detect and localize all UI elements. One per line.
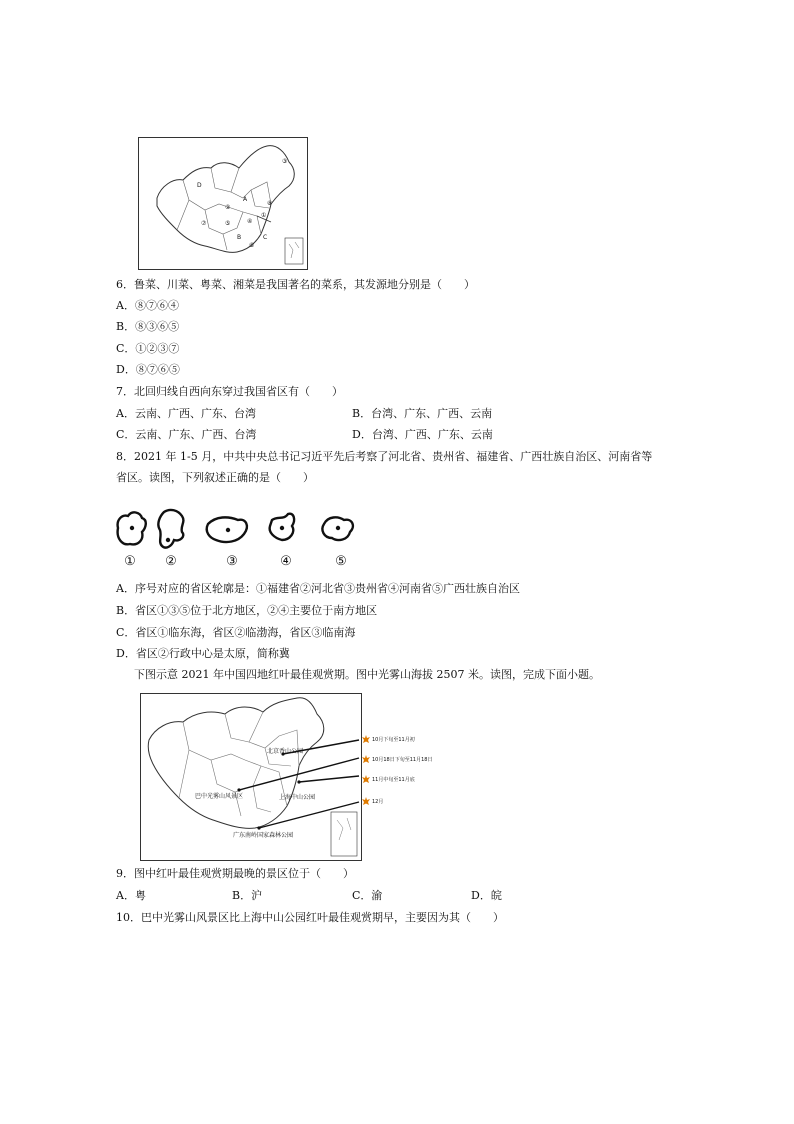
legend-text-2: 10月18日下旬至11月18日 — [372, 757, 433, 763]
red-leaf-map — [140, 693, 362, 861]
q9-option-a[interactable]: A．粤 — [116, 889, 146, 902]
maple-leaf-icon-1 — [362, 735, 370, 743]
q7-stem: 7．北回归线自西向东穿过我国省区有（ ） — [116, 385, 343, 398]
label-guangdong-nanling: 广东南岭国家森林公园 — [233, 832, 294, 839]
q8-option-c[interactable]: C．省区①临东海，省区②临渤海，省区③临南海 — [116, 626, 356, 639]
q7-option-b[interactable]: B．台湾、广东、广西、云南 — [352, 407, 493, 420]
map1-label-1: ① — [261, 212, 267, 219]
q6-stem: 6．鲁菜、川菜、粤菜、湘菜是我国著名的菜系，其发源地分别是（ ） — [116, 278, 475, 291]
shape-label-5: ⑤ — [335, 554, 347, 569]
legend-text-1: 10月下旬至11月初 — [372, 737, 415, 743]
province-shape-1 — [118, 512, 146, 544]
shape-label-3: ③ — [226, 554, 238, 569]
q10-stem: 10．巴中光雾山风景区比上海中山公园红叶最佳观赏期早，主要因为其（ ） — [116, 911, 504, 924]
maple-leaf-icon-2 — [362, 755, 370, 763]
legend-text-3: 11月中旬至11月底 — [372, 777, 415, 783]
q8-option-b[interactable]: B．省区①③⑤位于北方地区，②④主要位于南方地区 — [116, 604, 378, 617]
map1-label-3: ③ — [282, 158, 288, 165]
china-province-map — [138, 137, 308, 270]
q7-option-c[interactable]: C．云南、广东、广西、台湾 — [116, 428, 257, 441]
q7-option-d[interactable]: D．台湾、广西、广东、云南 — [352, 428, 493, 441]
province-shape-2 — [158, 510, 183, 548]
map1-label-5: ⑤ — [225, 220, 231, 227]
map1-label-4: ④ — [247, 218, 253, 225]
q6-option-a[interactable]: A．⑧⑦⑥④ — [116, 299, 179, 312]
legend-text-4: 12月 — [372, 799, 384, 805]
map1-label-6: ⑥ — [249, 242, 255, 249]
q8-stem-line2: 省区。读图，下列叙述正确的是（ ） — [116, 471, 314, 484]
label-shanghai-zhongshan: 上海中山公园 — [279, 794, 316, 801]
maple-leaf-icon-3 — [362, 775, 370, 783]
map1-label-8: ⑧ — [267, 200, 273, 207]
q7-option-a[interactable]: A．云南、广西、广东、台湾 — [116, 407, 256, 420]
shape-label-1: ① — [124, 554, 136, 569]
province-shape-4 — [270, 514, 294, 540]
q9-option-c[interactable]: C．渝 — [352, 889, 383, 902]
maple-leaf-icon-4 — [362, 797, 370, 805]
map1-label-a: A — [243, 196, 248, 203]
q6-option-c[interactable]: C．①②③⑦ — [116, 342, 180, 355]
map1-label-d: D — [197, 182, 202, 189]
shape-label-4: ④ — [280, 554, 292, 569]
map1-label-7: ⑦ — [201, 220, 207, 227]
q9-option-b[interactable]: B．沪 — [232, 889, 263, 902]
q9-stem: 9．图中红叶最佳观赏期最晚的景区位于（ ） — [116, 867, 354, 880]
map-question-intro: 下图示意 2021 年中国四地红叶最佳观赏期。图中光雾山海拔 2507 米。读图，完成下面小题。 — [134, 668, 600, 681]
q8-option-d[interactable]: D．省区②行政中心是太原，简称冀 — [116, 647, 290, 660]
q8-option-a[interactable]: A．序号对应的省区轮廓是：①福建省②河北省③贵州省④河南省⑤广西壮族自治区 — [116, 582, 520, 595]
province-shape-3 — [207, 517, 247, 542]
q8-stem-line1: 8．2021 年 1-5 月，中共中央总书记习近平先后考察了河北省、贵州省、福建省、广西壮族自治区、河南省等 — [116, 450, 653, 463]
map1-label-b: B — [237, 234, 242, 241]
label-bazhong-guangwushan: 巴中光雾山风景区 — [195, 793, 244, 800]
label-beijing-xiangshan: 北京香山公园 — [267, 748, 304, 755]
map1-label-c: C — [263, 234, 268, 241]
q6-option-b[interactable]: B．⑧③⑥⑤ — [116, 320, 180, 333]
province-shape-5 — [322, 517, 352, 540]
q9-option-d[interactable]: D．皖 — [471, 889, 502, 902]
shape-label-2: ② — [165, 554, 177, 569]
q6-option-d[interactable]: D．⑧⑦⑥⑤ — [116, 363, 180, 376]
province-outline-shapes — [112, 506, 372, 552]
map1-label-2: ② — [225, 204, 231, 211]
